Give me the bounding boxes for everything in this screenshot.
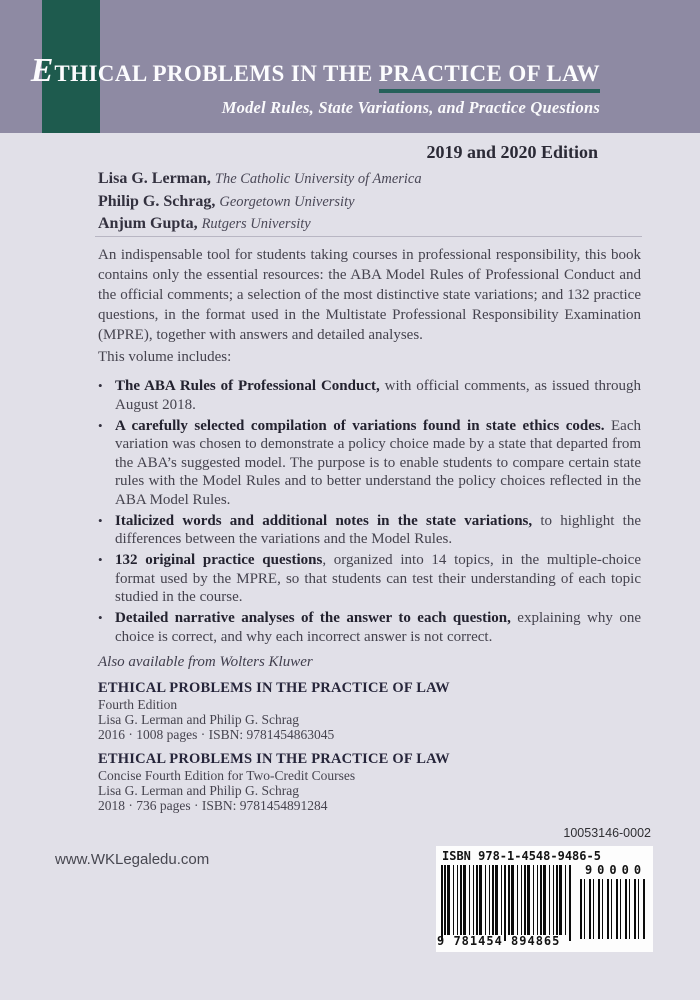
list-item-text: Italicized words and additional notes in the state variations, to highlight the differences between the variations and the Model Rules.: [115, 512, 641, 547]
header-band: [0, 0, 700, 133]
list-item-lead: A carefully selected compilation of variations found in state ethics codes.: [115, 417, 605, 434]
supplement-digits: 90000: [584, 863, 647, 877]
publisher-website: www.WKLegaledu.com: [55, 851, 210, 868]
author-list: [98, 168, 422, 236]
author-row: [98, 213, 422, 236]
ean-digits: 9 781454 894865: [437, 934, 561, 948]
list-item-lead: Italicized words and additional notes in the state variations,: [115, 512, 533, 529]
list-item: [98, 609, 641, 646]
book-title: [30, 52, 600, 89]
related-book: [98, 751, 450, 813]
barcode-box: [436, 846, 653, 952]
bullet-icon: •: [98, 552, 103, 567]
author-row: [98, 168, 422, 191]
edition-label: 2019 and 2020 Edition: [426, 142, 598, 162]
description-paragraph: An indispensable tool for students taking courses in professional responsibility, this book contains only the essential resources: the ABA Model Rules of Professional Conduct and the official comments; a selection of the most distinctive state variations; and 132 practice questions, in the format used in the Multistate Professional Responsibility Examination (MPRE), together with answers and detailed analyses.: [98, 247, 641, 343]
related-book-title: ETHICAL PROBLEMS IN THE PRACTICE OF LAW: [98, 680, 450, 696]
related-book-details: 2018 · 736 pages · ISBN: 9781454891284: [98, 798, 328, 813]
header-text: [30, 52, 600, 118]
also-available-note: Also available from Wolters Kluwer: [98, 654, 313, 670]
list-item: [98, 512, 641, 549]
title-underlined-text: PRACTICE OF LAW: [379, 61, 600, 93]
title-text: THICAL PROBLEMS IN THE: [54, 61, 379, 86]
barcode-guard-bar: [441, 865, 443, 941]
related-book-edition: Fourth Edition: [98, 697, 178, 712]
author-affiliation: Georgetown University: [219, 193, 355, 210]
list-item-text: The ABA Rules of Professional Conduct, with official comments, as issued through August 2018.: [115, 378, 641, 413]
title-drop-initial: E: [30, 52, 54, 89]
related-book: [98, 680, 450, 742]
related-book-authors: Lisa G. Lerman and Philip G. Schrag: [98, 712, 299, 727]
author-row: [98, 191, 422, 214]
related-book-details: 2016 · 1008 pages · ISBN: 9781454863045: [98, 727, 335, 742]
list-item: [98, 377, 641, 414]
list-item-lead: Detailed narrative analyses of the answer to each question,: [115, 610, 511, 626]
supplement-barcode-icon: [580, 879, 646, 939]
isbn-label: ISBN 978-1-4548-9486-5: [442, 849, 601, 863]
bullet-icon: •: [98, 378, 103, 393]
author-name: Anjum Gupta,: [98, 215, 198, 232]
bullet-icon: •: [98, 512, 103, 528]
list-item-text: 132 original practice questions, organized into 14 topics, in the multiple-choice format used by the MPRE, so that students can test their understanding of each topic studied in the course.: [115, 552, 641, 605]
list-item-lead: The ABA Rules of Professional Conduct,: [115, 378, 380, 394]
bullet-icon: •: [98, 610, 103, 625]
list-item-lead: 132 original practice questions: [115, 552, 323, 568]
related-book-edition: Concise Fourth Edition for Two-Credit Courses: [98, 768, 356, 783]
divider-rule: [95, 236, 642, 237]
list-item: [98, 417, 641, 510]
related-book-authors: Lisa G. Lerman and Philip G. Schrag: [98, 783, 299, 798]
list-item-text: A carefully selected compilation of variations found in state ethics codes. Each variation was chosen to demonstrate a policy choice made by a state that departed from the ABA’s suggested model. The purpose is to enable students to compare certain state rules with the Model Rules and to better understand the policy choices reflected in the ABA Model Rules.: [115, 417, 641, 508]
includes-heading: This volume includes:: [98, 349, 232, 365]
author-name: Lisa G. Lerman,: [98, 170, 211, 187]
bullet-icon: •: [98, 417, 103, 433]
list-item: [98, 551, 641, 607]
includes-list: [98, 377, 641, 649]
book-subtitle: Model Rules, State Variations, and Practice Questions: [221, 98, 600, 117]
barcode-guard-bar: [504, 865, 506, 941]
list-item-text: Detailed narrative analyses of the answer to each question, explaining why one choice is correct, and why each incorrect answer is not correct.: [115, 610, 641, 645]
author-affiliation: Rutgers University: [201, 216, 311, 232]
author-name: Philip G. Schrag,: [98, 192, 216, 210]
product-code: 10053146-0002: [563, 826, 651, 840]
author-affiliation: The Catholic University of America: [214, 171, 422, 187]
ean-barcode-icon: [441, 865, 571, 935]
barcode-guard-bar: [569, 865, 571, 941]
related-book-title: ETHICAL PROBLEMS IN THE PRACTICE OF LAW: [98, 751, 450, 767]
